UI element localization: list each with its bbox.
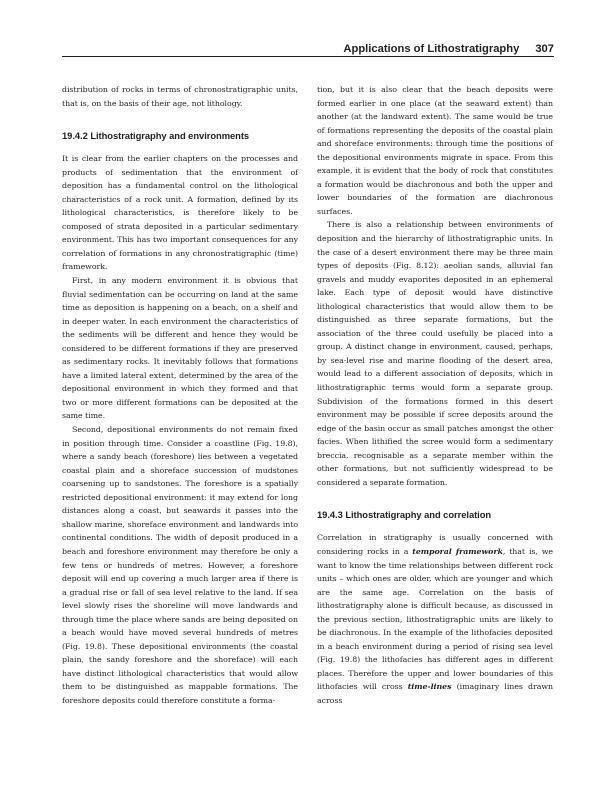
paragraph: tion, but it is also clear that the beach deposits were formed earlier in one place (at the seaward extent) than another (at the landward extent). The same would be true of formations representing the deposits of the coastal plain and shoreface environments: through time the positions of the depositional environments migrate in space. From this example, it is evident that the body of rock that constitutes a formation would be diachronous and both the upper and lower boundaries of the formation are diachronous surfaces.: [317, 85, 553, 216]
paragraph: It is clear from the earlier chapters on the processes and products of sedimentation that the environment of deposition has a fundamental control on the lithological characteristics of a rock unit. A formation, defined by its lithological characteristics, is therefore likely to be composed of strata deposited in a particular sedimentary environment. This has two important consequences for any correlation of formations in any chronostratigraphic (time) framework.: [62, 154, 298, 272]
running-header: [343, 43, 554, 56]
paragraph: distribution of rocks in terms of chronostratigraphic units, that is, on the basis of their age, not lithology.: [62, 85, 298, 108]
paragraph: There is also a relationship between environments of deposition and the hierarchy of lithostratigraphic units. In the case of a desert environment there may be three main types of deposits (Fig. 8.12): aeolian sands, alluvial fan gravels and muddy evaporites deposited in an ephemeral lake. Each type of deposit would have distinctive lithological characteristics that would allow them to be distinguished as three separate formations, but the association of the three could usefully be placed into a group. A distinct change in environment, caused, perhaps, by sea-level rise and marine flooding of the desert area, would lead to a different association of deposits, which in lithostratigraphic terms would form a separate group. Subdivision of the formations formed in this desert environment may be possible if scree deposits around the edge of the basin occur as small patches amongst the other facies. When lithified the scree would form a sedimentary breccia, recognisable as a separate member within the other formations, but not sufficiently widespread to be considered a separate formation.: [317, 220, 553, 487]
paragraph-text: Correlation in stratigraphy is usually concerned with considering rocks in a: [317, 533, 553, 556]
left-column: [62, 83, 298, 708]
paragraph-text: , that is, we want to know the time relationships between different rock units – which ones are older, which are younger and which are the same age. Correlation on the basis of lithostratigraphy alone is difficult because, as discussed in the previous section, lithostratigraphic units are likely to be diachronous. In the example of the lithofacies deposited in a beach environment during a period of rising sea level (Fig. 19.8) the lithofacies has different ages in different places. Therefore the upper and lower boundaries of this lithofacies will cross: [317, 546, 553, 692]
key-term: time-lines: [407, 682, 452, 692]
paragraph: Second, depositional environments do not remain fixed in position through time. Consider a coastline (Fig. 19.8), where a sandy beach (foreshore) lies between a vegetated coastal plain and a shoreface succession of mudstones coarsening up to sandstones. The foreshore is a spatially restricted depositional environment: it may extend for long distances along a coast, but seawards it passes into the shallow marine, shoreface environment and landwards into continental conditions. The width of deposit produced in a beach and foreshore environment may therefore be only a few tens or hundreds of metres. However, a foreshore deposit will end up covering a much larger area if there is a gradual rise or fall of sea level relative to the land. If sea level slowly rises the shoreline will move landwards and through time the place where sands are being deposited on a beach would have moved several hundreds of metres (Fig. 19.8). These depositional environments (the coastal plain, the sandy foreshore and the shoreface) will each have distinct lithological characteristics that would allow them to be distinguished as mappable formations. The foreshore deposits could therefore constitute a forma-: [62, 425, 298, 705]
section-heading: 19.4.3 Lithostratigraphy and correlation: [317, 509, 492, 521]
paragraph: First, in any modern environment it is obvious that fluvial sedimentation can be occurring on land at the same time as deposition is happening on a beach, on a shelf and in deeper water. In each environment the characteristics of the sediments will be different and hence they would be considered to be different formations if they are preserved as sedimentary rocks. It inevitably follows that formations have a limited lateral extent, determined by the area of the depositional environment in which they formed and that two or more different formations can be deposited at the same time.: [62, 276, 298, 421]
page-number: 307: [535, 43, 554, 55]
header-rule: [62, 56, 554, 57]
key-term: temporal framework: [412, 546, 503, 556]
right-column: [317, 83, 553, 708]
section-heading: 19.4.2 Lithostratigraphy and environments: [62, 130, 250, 142]
chapter-title: Applications of Lithostratigraphy: [343, 43, 520, 55]
paragraph-text: (imaginary lines drawn across: [317, 682, 554, 705]
paragraph: [317, 531, 553, 707]
